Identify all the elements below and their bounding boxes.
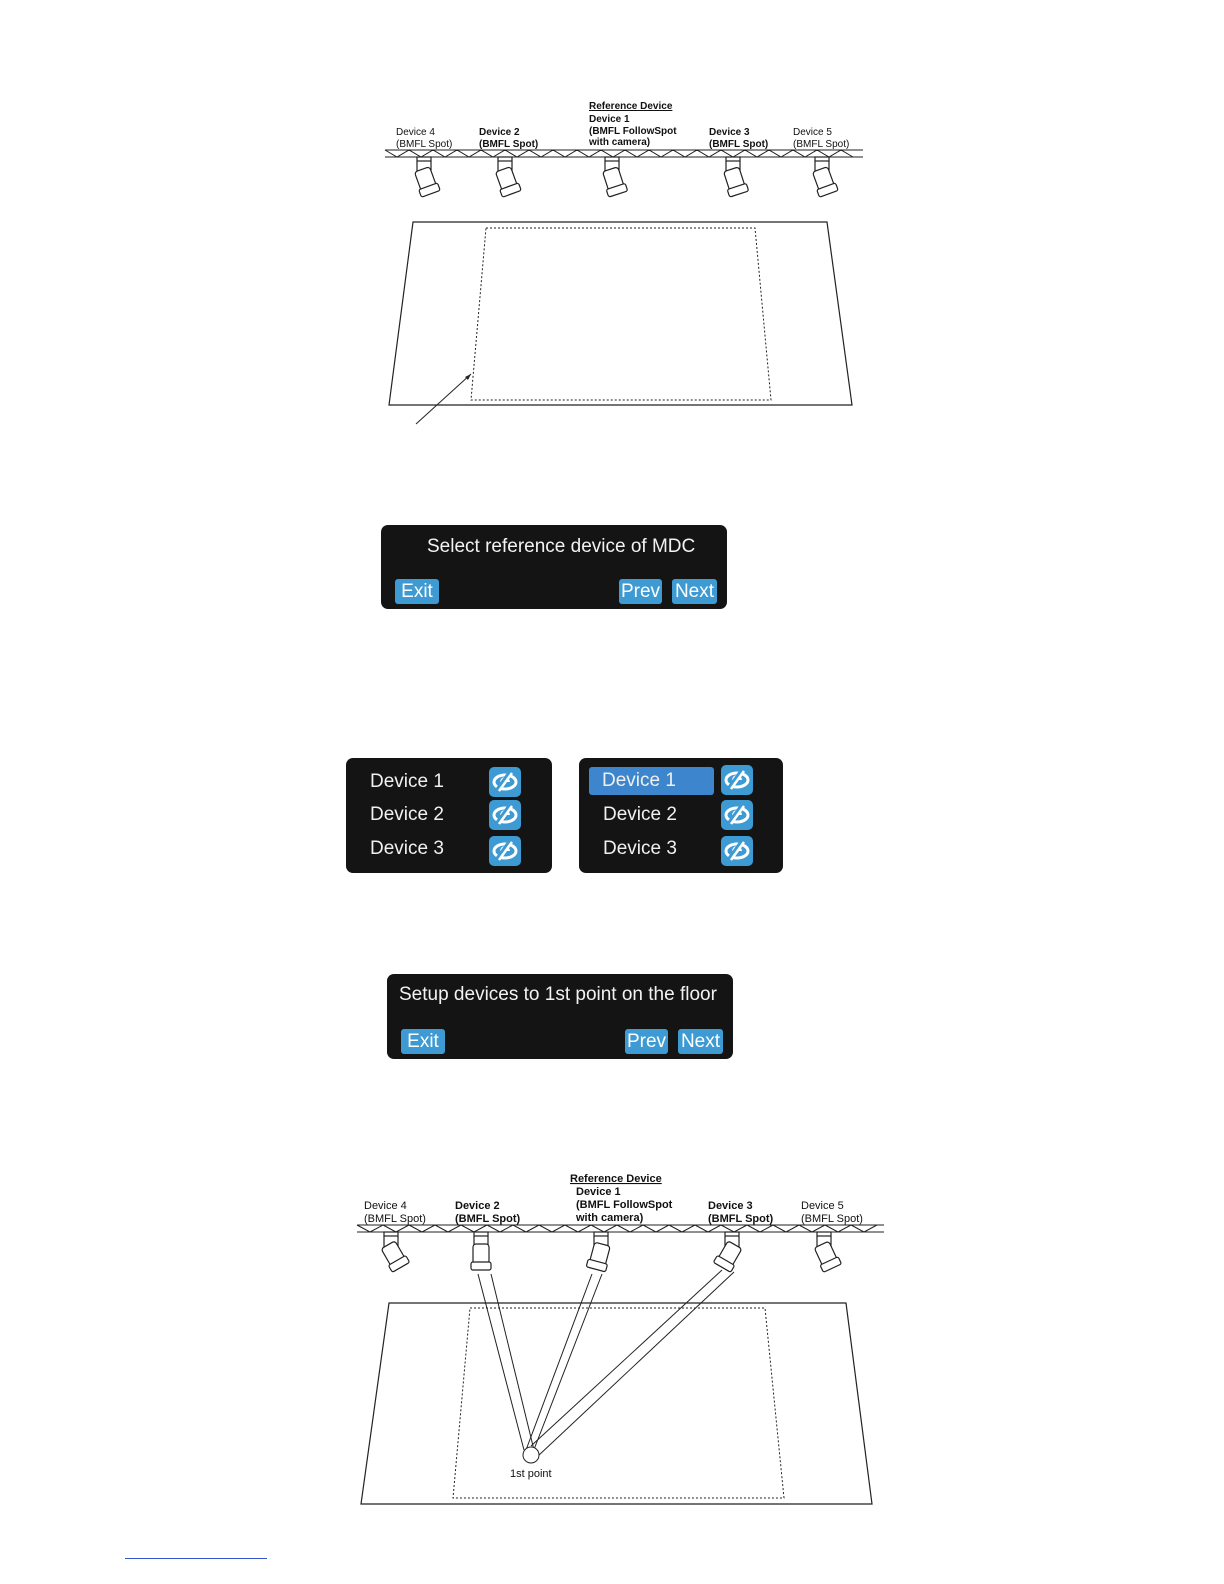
fixtures-bottom [379, 1232, 841, 1272]
footer-link-rule [125, 1558, 267, 1559]
prev-button[interactable]: Prev [620, 581, 661, 602]
device2-type: (BMFL Spot) [455, 1213, 521, 1225]
truss [385, 150, 863, 157]
screen-message: Setup devices to 1st point on the floor [399, 984, 717, 1005]
next-button[interactable]: Next [672, 579, 717, 604]
list-item-selected[interactable] [579, 765, 783, 797]
device-name: Device 3 [370, 838, 444, 859]
moving-head-fixture [811, 157, 839, 197]
moving-head-fixture [586, 1232, 612, 1272]
top-rig-diagram [0, 0, 1224, 440]
reference-device-title: Reference Device [589, 101, 673, 112]
device4-type: (BMFL Spot) [364, 1213, 426, 1225]
next-button[interactable]: Next [678, 1029, 723, 1054]
device1-type-line2: with camera) [576, 1212, 644, 1224]
fixtures-top [413, 157, 839, 197]
device5-label: Device 5 [801, 1200, 844, 1212]
device-list-unselected [346, 758, 552, 873]
floor-pointer-arrow [416, 374, 471, 424]
moving-head-fixture [812, 1232, 841, 1272]
truss [357, 1225, 884, 1232]
eye-slash-icon[interactable] [489, 767, 521, 797]
device5-type: (BMFL Spot) [793, 139, 850, 150]
device5-type: (BMFL Spot) [801, 1213, 863, 1225]
device1-label: Device 1 [576, 1186, 621, 1198]
setup-point-screen [387, 974, 733, 1059]
device3-label: Device 3 [708, 1200, 753, 1212]
device2-label: Device 2 [479, 127, 520, 138]
moving-head-fixture [413, 157, 441, 197]
device3-type: (BMFL Spot) [709, 139, 769, 150]
device2-label: Device 2 [455, 1200, 500, 1212]
moving-head-fixture [713, 1232, 743, 1272]
eye-slash-icon[interactable] [489, 836, 521, 866]
exit-button[interactable]: Exit [401, 1029, 445, 1054]
prev-button[interactable]: Prev [626, 1031, 667, 1052]
device-name: Device 3 [603, 838, 677, 859]
device3-label: Device 3 [709, 127, 750, 138]
first-point-label: 1st point [510, 1468, 552, 1480]
device4-label: Device 4 [396, 127, 435, 138]
exit-button[interactable]: Exit [395, 579, 439, 604]
device-name: Device 2 [603, 804, 677, 825]
moving-head-fixture [471, 1232, 491, 1270]
device5-label: Device 5 [793, 127, 832, 138]
stage-floor [389, 222, 852, 405]
device-name: Device 2 [370, 804, 444, 825]
moving-head-fixture [494, 157, 522, 197]
device1-type-line2: with camera) [589, 137, 651, 148]
select-reference-screen [381, 525, 727, 609]
eye-slash-icon[interactable] [489, 800, 521, 830]
stage-floor [361, 1303, 872, 1504]
list-item[interactable] [346, 767, 552, 799]
moving-head-fixture [722, 157, 749, 197]
device1-label: Device 1 [589, 114, 630, 125]
list-item[interactable] [579, 800, 783, 832]
device4-label: Device 4 [364, 1200, 407, 1212]
first-point-marker [523, 1447, 539, 1463]
device4-type: (BMFL Spot) [396, 139, 453, 150]
bottom-rig-diagram [0, 1160, 1224, 1520]
device3-type: (BMFL Spot) [708, 1213, 774, 1225]
device-name: Device 1 [370, 771, 444, 792]
eye-slash-icon[interactable] [721, 836, 753, 866]
reference-device-title: Reference Device [570, 1173, 662, 1185]
list-item[interactable] [346, 834, 552, 866]
device2-type: (BMFL Spot) [479, 139, 539, 150]
screen-message: Select reference device of MDC [427, 536, 696, 557]
moving-head-fixture [601, 157, 628, 197]
device1-type-line1: (BMFL FollowSpot [576, 1199, 673, 1211]
device1-type-line1: (BMFL FollowSpot [589, 126, 677, 137]
light-beams [478, 1270, 734, 1456]
device-name: Device 1 [589, 767, 714, 795]
eye-slash-icon[interactable] [721, 800, 753, 830]
eye-slash-icon[interactable] [721, 765, 753, 795]
moving-head-fixture [379, 1232, 409, 1272]
list-item[interactable] [579, 834, 783, 866]
device-list-selected [579, 758, 783, 873]
list-item[interactable] [346, 800, 552, 832]
